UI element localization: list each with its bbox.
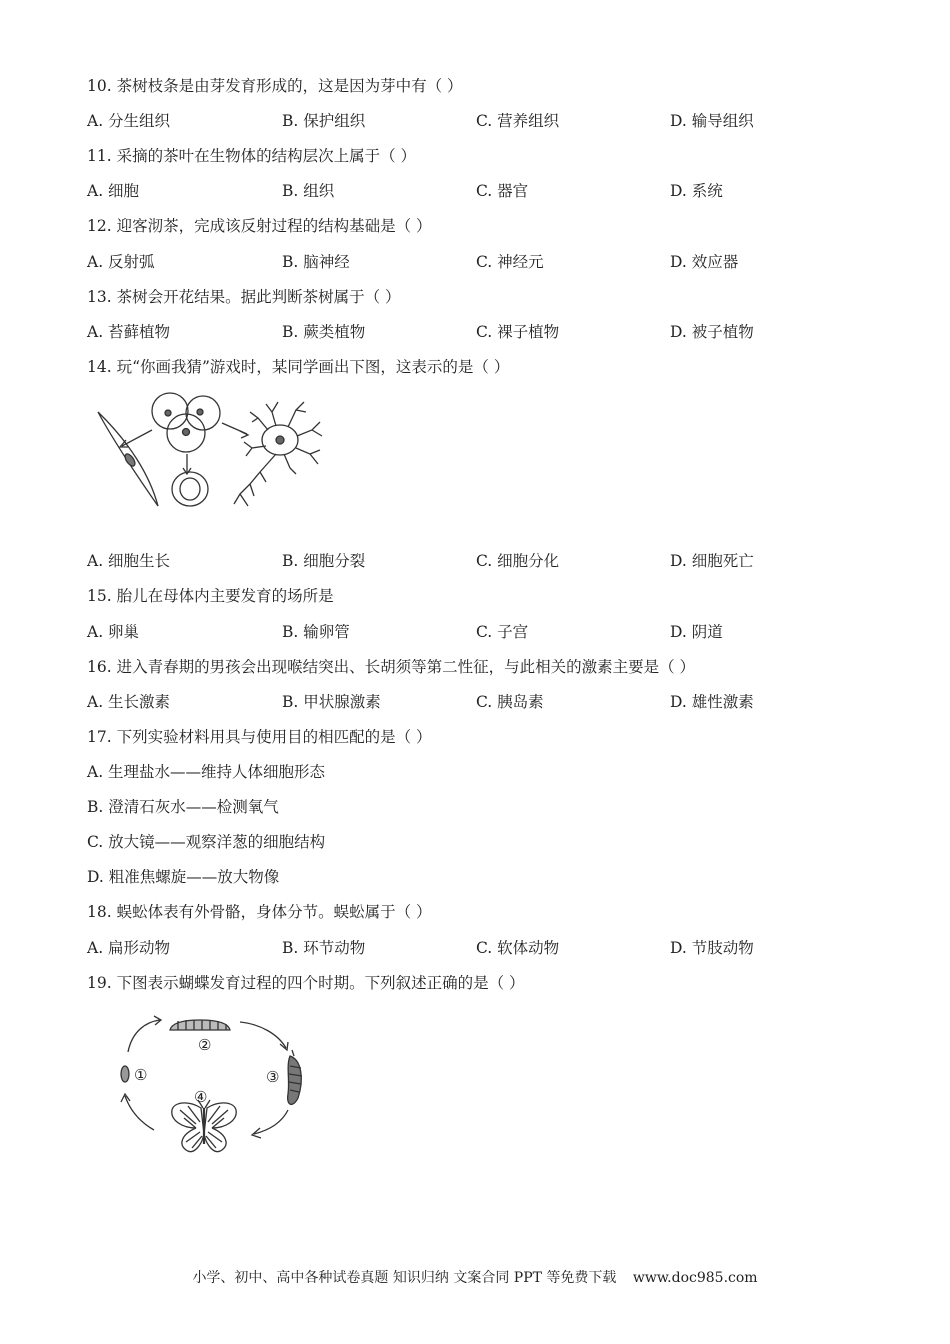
- question-19-stem: 19. 下图表示蝴蝶发育过程的四个时期。下列叙述正确的是（ ）: [87, 974, 525, 992]
- question-10-option-d: D. 输导组织: [670, 112, 754, 130]
- question-13-stem: 13. 茶树会开花结果。据此判断茶树属于（ ）: [87, 288, 401, 306]
- label-2: ②: [198, 1036, 212, 1054]
- egg: [121, 1066, 129, 1082]
- question-18-option-a: A. 扁形动物: [87, 939, 171, 957]
- label-4: ④: [194, 1088, 208, 1106]
- question-16-stem: 16. 进入青春期的男孩会出现喉结突出、长胡须等第二性征，与此相关的激素主要是（ ）: [87, 658, 696, 676]
- label-1: ①: [134, 1066, 148, 1084]
- question-13-option-b: B. 蕨类植物: [282, 323, 366, 341]
- question-15-option-b: B. 输卵管: [282, 623, 350, 641]
- question-15-stem: 15. 胎儿在母体内主要发育的场所是: [87, 587, 334, 605]
- footer-text: 小学、初中、高中各种试卷真题 知识归纳 文案合同 PPT 等免费下载: [192, 1270, 617, 1286]
- footer-url[interactable]: www.doc985.com: [632, 1270, 758, 1286]
- question-13-option-c: C. 裸子植物: [476, 323, 560, 341]
- question-15-option-d: D. 阴道: [670, 623, 723, 641]
- question-10-option-c: C. 营养组织: [476, 112, 560, 130]
- question-17-option-d: D. 粗准焦螺旋——放大物像: [87, 868, 280, 886]
- larva: [170, 1020, 230, 1030]
- question-18-option-b: B. 环节动物: [282, 939, 366, 957]
- question-11-option-b: B. 组织: [282, 182, 335, 200]
- question-15-option-c: C. 子宫: [476, 623, 529, 641]
- pupa: [288, 1050, 302, 1104]
- question-11-stem: 11. 采摘的茶叶在生物体的结构层次上属于（ ）: [87, 147, 417, 165]
- question-16-option-d: D. 雄性激素: [670, 693, 754, 711]
- question-13-option-a: A. 苔藓植物: [87, 323, 171, 341]
- question-10-option-b: B. 保护组织: [282, 112, 366, 130]
- question-18-option-c: C. 软体动物: [476, 939, 560, 957]
- red-blood-cell: [172, 472, 208, 506]
- question-17-option-c: C. 放大镜——观察洋葱的细胞结构: [87, 833, 326, 851]
- neuron: [234, 402, 322, 506]
- adult-butterfly: [172, 1100, 236, 1152]
- cycle-arrow: [240, 1022, 286, 1048]
- question-11-option-a: A. 细胞: [87, 182, 140, 200]
- question-15-option-a: A. 卵巢: [87, 623, 140, 641]
- question-14-option-c: C. 细胞分化: [476, 552, 560, 570]
- question-16-option-a: A. 生长激素: [87, 693, 171, 711]
- question-17-stem: 17. 下列实验材料用具与使用目的相匹配的是（ ）: [87, 728, 432, 746]
- question-14-option-b: B. 细胞分裂: [282, 552, 366, 570]
- question-17-option-b: B. 澄清石灰水——检测氧气: [87, 798, 279, 816]
- question-17-option-a: A. 生理盐水——维持人体细胞形态: [87, 763, 326, 781]
- question-10-option-a: A. 分生组织: [87, 112, 171, 130]
- question-14-stem: 14. 玩“你画我猜”游戏时，某同学画出下图，这表示的是（ ）: [87, 358, 510, 376]
- question-18-option-d: D. 节肢动物: [670, 939, 754, 957]
- question-12-option-d: D. 效应器: [670, 253, 739, 271]
- question-11-option-d: D. 系统: [670, 182, 723, 200]
- question-13-option-d: D. 被子植物: [670, 323, 754, 341]
- question-14-option-d: D. 细胞死亡: [670, 552, 754, 570]
- label-3: ③: [266, 1068, 280, 1086]
- question-18-stem: 18. 蜈蚣体表有外骨骼，身体分节。蜈蚣属于（ ）: [87, 903, 432, 921]
- question-10-stem: 10. 茶树枝条是由芽发育形成的，这是因为芽中有（ ）: [87, 77, 463, 95]
- question-11-option-c: C. 器官: [476, 182, 529, 200]
- question-16-option-c: C. 胰岛素: [476, 693, 544, 711]
- question-12-option-b: B. 脑神经: [282, 253, 350, 271]
- page-footer: [0, 1268, 950, 1288]
- question-16-option-b: B. 甲状腺激素: [282, 693, 381, 711]
- butterfly-life-cycle-figure: [110, 1010, 320, 1160]
- question-12-stem: 12. 迎客沏茶，完成该反射过程的结构基础是（ ）: [87, 217, 432, 235]
- question-14-option-a: A. 细胞生长: [87, 552, 171, 570]
- cell-differentiation-figure: [90, 388, 325, 518]
- question-12-option-a: A. 反射弧: [87, 253, 155, 271]
- question-12-option-c: C. 神经元: [476, 253, 544, 271]
- cycle-arrow: [254, 1110, 288, 1134]
